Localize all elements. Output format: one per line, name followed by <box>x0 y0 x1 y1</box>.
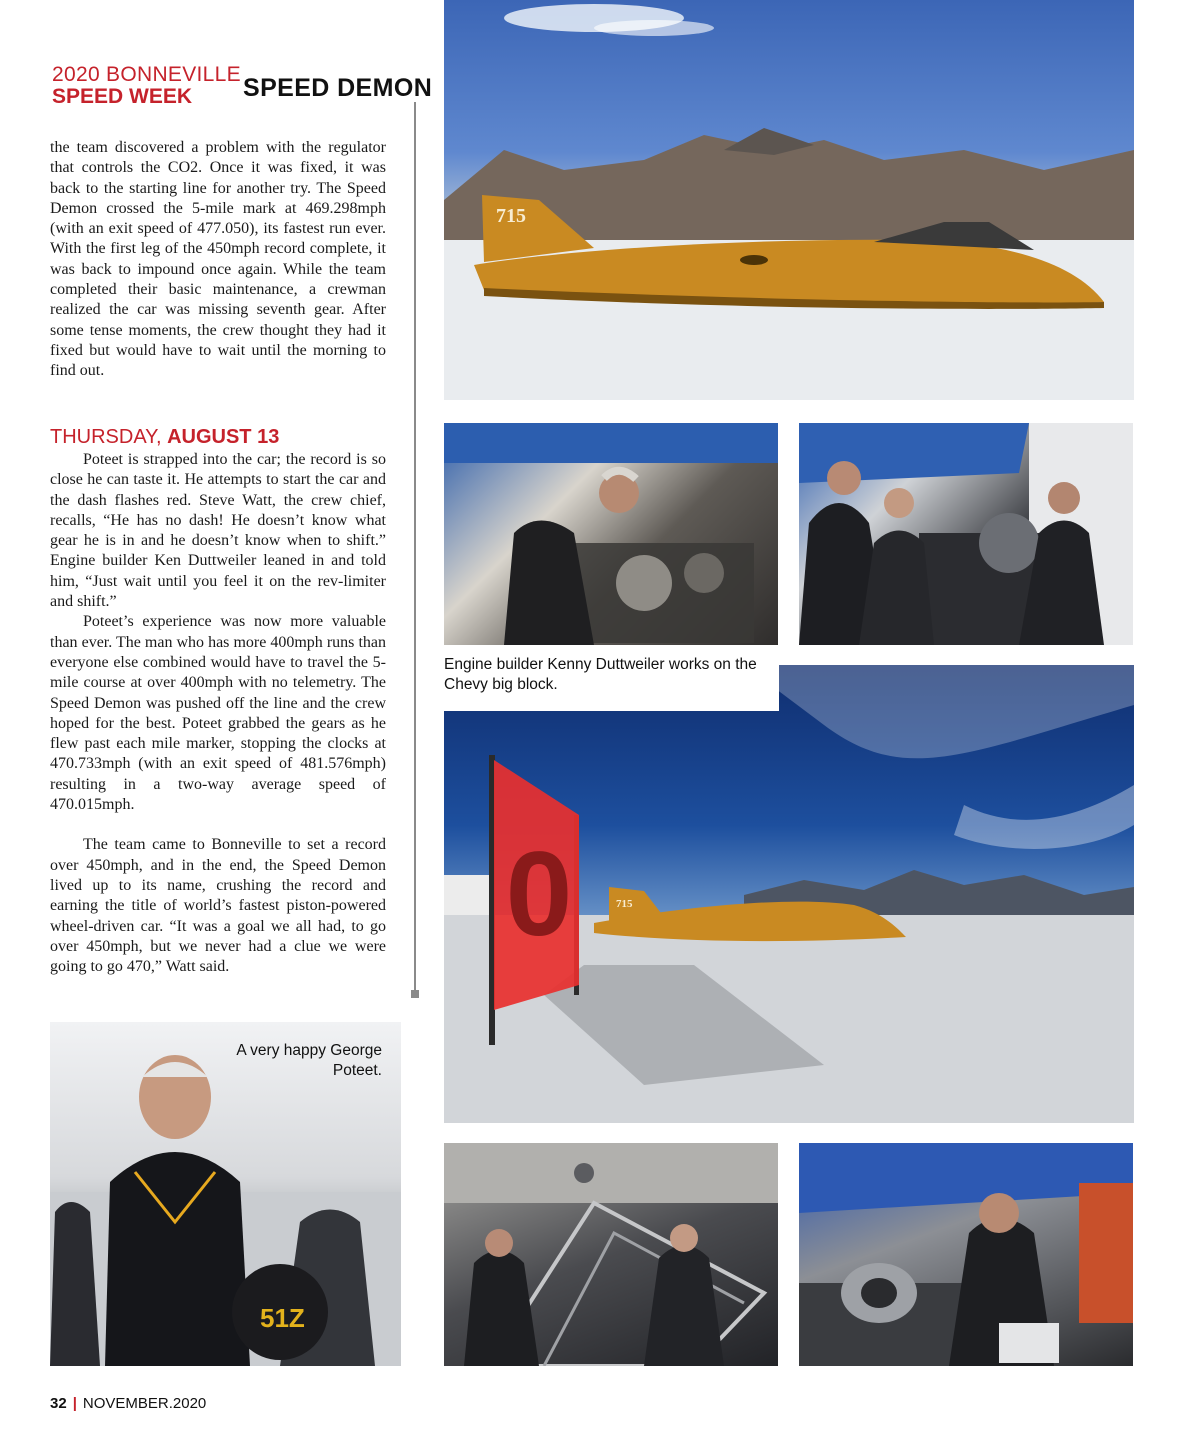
mile-marker-photo <box>444 665 1134 1123</box>
paragraph-4: The team came to Bonneville to set a record over 450mph, and in the end, the Speed Demon lived up to its name, crushing the record and earning the title of world’s fastest piston-powered wheel-driven car. “It was a goal we all had, to go over 450mph, but we never had a clue we were going to go 470,” Watt said. <box>50 836 386 976</box>
column-divider-end <box>411 990 419 998</box>
paragraph-1: the team discovered a problem with the regulator that controls the CO2. Once it was fixed, it was back to the starting line for another try. The Speed Demon crossed the 5-mile mark at 469.298mph (with an exit speed of 477.050), its fastest run ever. With the first leg of the 450mph record complete, it was back to impound once again. While the team completed their basic maintenance, a crewman realized the car was missing seventh gear. After some tense moments, the crew thought they had it fixed but would have to wait until the morning to find out. <box>50 139 386 380</box>
column-divider <box>414 102 416 995</box>
footer-separator: | <box>72 1395 77 1412</box>
crew-bench-illustration <box>799 1143 1133 1366</box>
paragraph-2: Poteet is strapped into the car; the record is so close he can taste it. He attempts to start the car and the dash flashes red. Steve Watt, the crew chief, recalls, “He has no dash! He doesn’t know what gear he is in and he doesn’t know when to shift.” Engine builder Ken Duttweiler leaned in and told him, “Just wait until you feel it on the rev-limiter and shift.” <box>50 451 386 611</box>
subhead-day: THURSDAY, <box>50 426 162 448</box>
page-number: 32 <box>50 1395 67 1412</box>
kicker-week: SPEED WEEK <box>52 85 193 108</box>
issue-date: NOVEMBER.2020 <box>82 1395 207 1412</box>
subhead-date: AUGUST 13 <box>167 426 280 448</box>
hero-photo-streamliner <box>444 0 1134 400</box>
poteet-caption: A very happy George Poteet. <box>236 1042 382 1079</box>
body-text-top <box>50 138 386 382</box>
article-title: SPEED DEMON <box>243 74 433 102</box>
day-subhead <box>50 426 279 449</box>
marker-number: 0 <box>505 827 573 961</box>
crew-chassis-illustration <box>444 1143 778 1366</box>
engine-photo-crew <box>799 423 1133 645</box>
mile-marker-illustration <box>444 665 1134 1123</box>
paragraph-3: Poteet’s experience was now more valuable than ever. The man who has more 400mph runs than everyone else combined would have to travel the 5-mile course at over 400mph with no telemetry. The Speed Demon was pushed off the line and the crew hoped for the best. Poteet grabbed the gears as he flew past each mile marker, stopping the clocks at 470.733mph (with an exit speed of 481.576mph) resulting in a two-way average speed of 470.015mph. <box>50 613 386 814</box>
engine-caption: Engine builder Kenny Duttweiler works on the Chevy big block. <box>444 656 757 693</box>
helmet-number: 51Z <box>260 1303 305 1333</box>
engine-crew-illustration <box>799 423 1133 645</box>
crew-photo-engine-bench <box>799 1143 1133 1366</box>
engine-builder-illustration <box>444 423 778 645</box>
engine-photo-builder <box>444 423 778 645</box>
page-footer <box>50 1395 206 1412</box>
crew-photo-chassis <box>444 1143 778 1366</box>
big-car-number: 715 <box>616 898 633 910</box>
body-text-bottom <box>50 450 386 977</box>
section-kicker <box>52 64 241 107</box>
kicker-event: 2020 BONNEVILLE <box>52 63 241 86</box>
hero-car-number: 715 <box>496 205 526 227</box>
streamliner-illustration <box>444 0 1134 400</box>
